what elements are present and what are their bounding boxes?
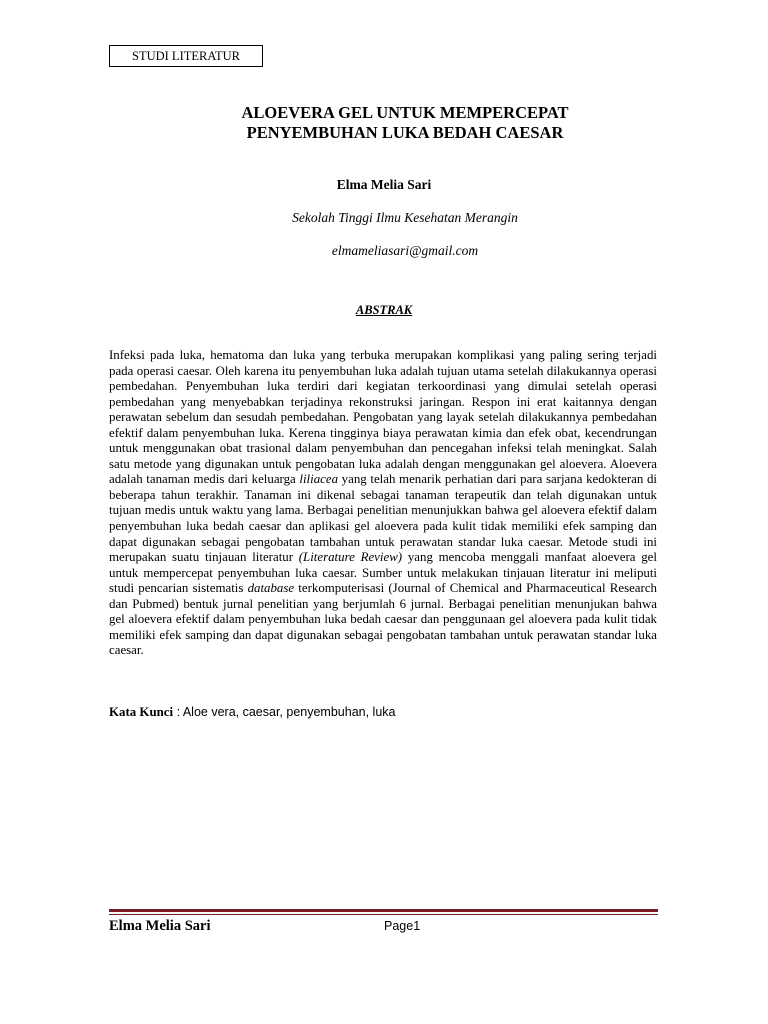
author-name: Elma Melia Sari (336, 177, 432, 192)
abstract-text-4: terkomputerisasi (Journal of Chemical and Pharmaceutical Research dan Pubmed) bentuk jurnal penelitian yang berjumlah 6 jurnal. Berbagai penelitian menunjukan bahwa gel aloevera efektif dalam penyembuhan luka bedah caesar dan penggunaan gel aloevera pada kulit tidak memiliki efek samping dan dapat digunakan sebagai pengobatan tambahan untuk perawatan standar luka caesar. (109, 581, 657, 658)
footer-page-number: Page1 (384, 919, 421, 933)
keywords-label: Kata Kunci (109, 705, 174, 719)
abstract-heading: ABSTRAK (355, 303, 413, 317)
paper-title (150, 103, 660, 143)
abstract-body (109, 348, 657, 659)
footer-rule-thin (109, 914, 658, 915)
abstract-italic-2: (Literature Review) (298, 550, 403, 565)
paper-title-line-2: PENYEMBUHAN LUKA BEDAH CAESAR (246, 123, 564, 142)
footer-rule-thick (109, 909, 658, 912)
section-tag-label: STUDI LITERATUR (132, 49, 240, 63)
abstract-text-3: yang mencoba menggali manfaat aloevera gel untuk mempercepat penyembuhan luka caesar. Sumber untuk melakukan tinjauan literatur ini meliputi studi pencarian sistematis (109, 550, 657, 596)
author-email: elmameliasari@gmail.com (331, 243, 479, 258)
keywords-value: : Aloe vera, caesar, penyembuhan, luka (173, 705, 396, 719)
keywords-line (109, 705, 395, 720)
paper-title-line-1: ALOEVERA GEL UNTUK MEMPERCEPAT (241, 103, 569, 122)
abstract-text-2: yang telah menarik perhatian dari para sarjana kedokteran di beberapa tahun terakhir. Tanaman ini dikenal sebagai tanaman terapeutik dan telah digunakan untuk tujuan medis untuk waktu yang lama. Berbagai penelitian menunjukkan bahwa gel aloevera efektif dalam penyembuhan luka bedah caesar dan aplikasi gel aloevera pada kulit tidak memiliki efek samping dan dapat digunakan sebagai pengobatan tambahan untuk perawatan standar luka caesar. Metode studi ini merupakan suatu tinjauan literatur (109, 472, 657, 565)
section-tag-box (109, 45, 263, 67)
author-affiliation: Sekolah Tinggi Ilmu Kesehatan Merangin (292, 210, 518, 225)
abstract-italic-1: liliacea (299, 472, 339, 487)
footer-author: Elma Melia Sari (109, 918, 211, 934)
abstract-text-1: Infeksi pada luka, hematoma dan luka yang terbuka merupakan komplikasi yang paling sering terjadi pada operasi caesar. Oleh karena itu penyembuhan luka adalah tujuan utama setelah dilakukannya operasi pembedahan. Penyembuhan luka terdiri dari kegiatan terkoordinasi yang dimulai setelah operasi pembedahan yang menyebabkan terjadinya rekonstruksi jaringan. Respon ini erat kaitannya dengan perawatan sebelum dan sesudah pembedahan. Pengobatan yang layak setelah dilakukannya pembedahan efektif dalam penyembuhan luka. Kerena tingginya biaya perawatan kimia dan efek obat, kecendrungan untuk menggunakan obat trasional dalam penyembuhan dan pencegahan infeksi telah meningkat. Salah satu metode yang digunakan untuk pengobatan luka adalah dengan menggunakan gel aloevera. Aloevera adalah tanaman medis dari keluarga (109, 348, 657, 487)
abstract-italic-3: database (247, 581, 295, 596)
